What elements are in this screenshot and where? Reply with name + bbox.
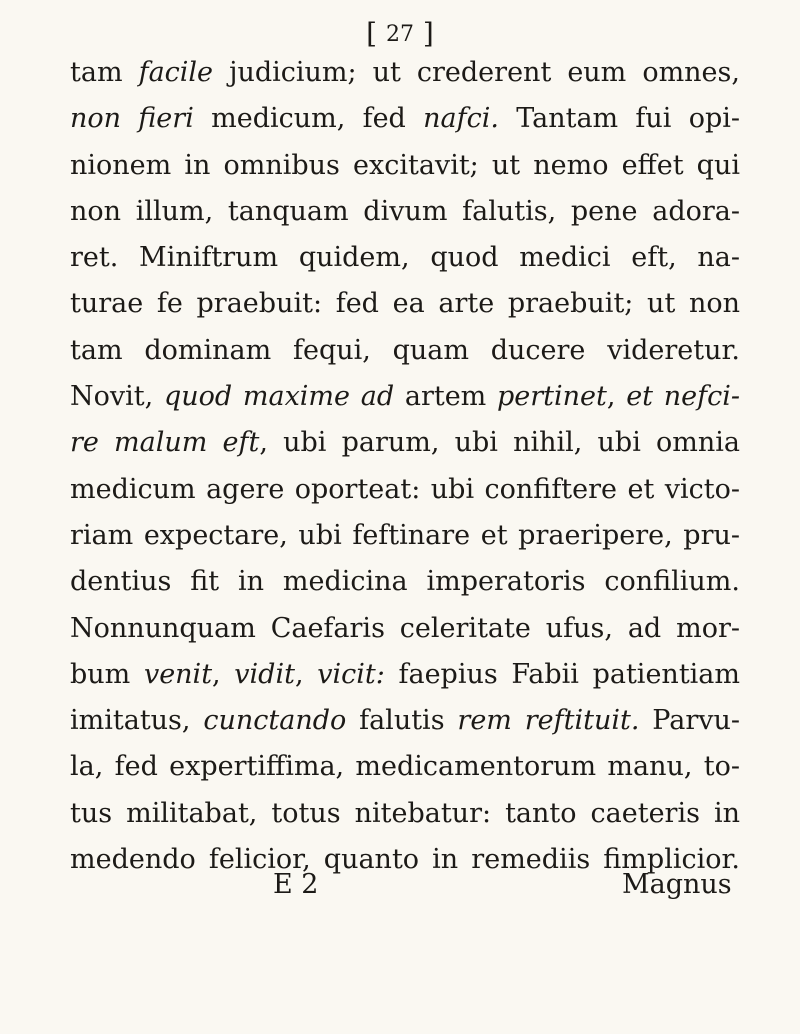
text-run: medicum agere oporteat: ubi confiftere et victo- bbox=[70, 473, 740, 505]
italic-run: venit bbox=[143, 658, 213, 690]
italic-run: cunctando bbox=[203, 705, 347, 737]
text-run: tam bbox=[70, 57, 139, 88]
text-run: judicium; ut crederent eum omnes, bbox=[213, 57, 740, 88]
text-run: Nonnunquam Caefaris celeritate ufus, ad mor- bbox=[70, 612, 740, 644]
text-run: ret. Miniftrum quidem, quod medici eft, na- bbox=[70, 242, 740, 274]
text-run: bum bbox=[70, 658, 144, 690]
text-run: tam dominam fequi, quam ducere videretur. bbox=[70, 334, 740, 366]
text-run: medicum, fed bbox=[193, 103, 424, 135]
text-run: la, fed expertiffima, medicamentorum manu, to- bbox=[70, 751, 740, 783]
catchword: Magnus bbox=[622, 869, 732, 900]
text-run: Novit, bbox=[70, 381, 164, 413]
italic-run: nafci. bbox=[423, 103, 499, 135]
text-line bbox=[70, 606, 740, 652]
text-run: imitatus, bbox=[70, 705, 204, 737]
text-line bbox=[70, 420, 740, 466]
text-run: riam expectare, ubi feftinare et praeripere, pru- bbox=[70, 519, 740, 551]
italic-run: facile bbox=[138, 57, 214, 88]
text-line bbox=[70, 96, 740, 142]
page-footer bbox=[0, 860, 800, 910]
text-line bbox=[70, 189, 740, 235]
text-line bbox=[70, 559, 740, 605]
text-run: , bbox=[294, 658, 318, 690]
text-line bbox=[70, 235, 740, 281]
text-run: , bbox=[606, 381, 627, 413]
italic-run: vicit: bbox=[317, 658, 385, 690]
bracket-close: ] bbox=[422, 17, 434, 50]
italic-run: pertinet bbox=[497, 381, 607, 413]
text-line bbox=[70, 698, 740, 744]
text-run: , bbox=[212, 658, 235, 690]
text-run: dentius fit in medicina imperatoris confilium. bbox=[70, 566, 740, 598]
text-line bbox=[70, 652, 740, 698]
text-line bbox=[70, 374, 740, 420]
text-run: , ubi parum, ubi nihil, ubi omnia bbox=[259, 427, 740, 459]
text-line bbox=[70, 143, 740, 189]
text-run: nionem in omnibus excitavit; ut nemo effet qui bbox=[70, 149, 740, 181]
italic-run: re malum eft bbox=[70, 427, 260, 459]
text-line bbox=[70, 467, 740, 513]
text-run: non illum, tanquam divum falutis, pene adora- bbox=[70, 195, 740, 227]
italic-run: non fieri bbox=[70, 103, 194, 135]
text-run: medendo felicior, quanto in remediis fimplicior. bbox=[70, 844, 740, 876]
italic-run: quod maxime ad bbox=[163, 381, 395, 413]
body-text bbox=[70, 50, 740, 883]
text-run: turae fe praebuit: fed ea arte praebuit; ut non bbox=[70, 288, 740, 320]
text-line bbox=[70, 281, 740, 327]
text-run: faepius Fabii patientiam bbox=[384, 658, 740, 690]
text-line bbox=[70, 744, 740, 790]
signature-mark: E 2 bbox=[273, 869, 319, 900]
text-run: falutis bbox=[346, 705, 458, 737]
page-number bbox=[0, 14, 800, 55]
text-run: Parvu- bbox=[639, 705, 740, 737]
text-line bbox=[70, 513, 740, 559]
italic-run: rem reftituit. bbox=[457, 705, 640, 737]
text-line bbox=[70, 50, 740, 96]
text-line bbox=[70, 328, 740, 374]
italic-run: vidit bbox=[234, 658, 295, 690]
text-line bbox=[70, 791, 740, 837]
text-run: artem bbox=[394, 381, 498, 413]
text-run: Tantam fui opi- bbox=[498, 103, 741, 135]
text-run: tus militabat, totus nitebatur: tanto caeteris in bbox=[70, 797, 740, 829]
italic-run: et nefci- bbox=[626, 381, 740, 413]
bracket-open: [ bbox=[366, 17, 378, 50]
page-number-value: 27 bbox=[386, 22, 414, 47]
